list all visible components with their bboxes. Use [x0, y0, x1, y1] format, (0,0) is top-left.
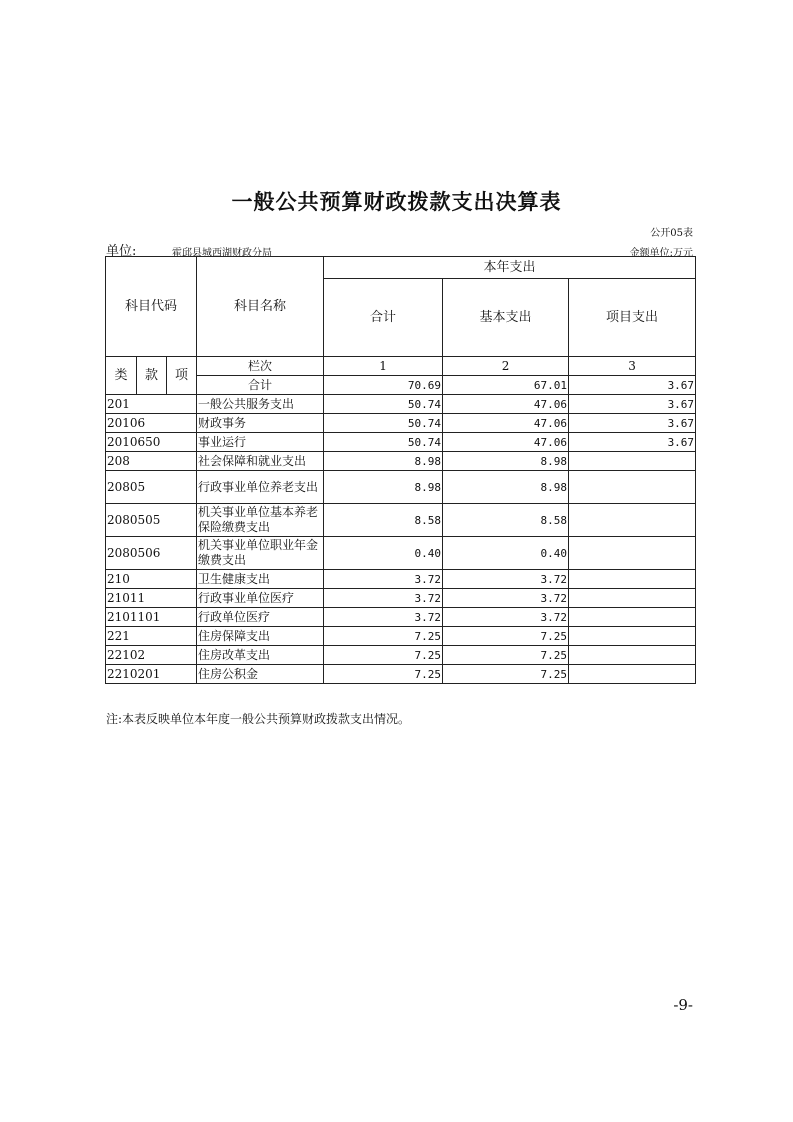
row-name: 财政事务 — [197, 414, 324, 433]
table-row — [106, 570, 696, 589]
row-code: 210 — [106, 570, 197, 589]
row-basic: 8.58 — [443, 504, 569, 537]
row-project — [569, 608, 696, 627]
row-name: 住房保障支出 — [197, 627, 324, 646]
table-row — [106, 395, 696, 414]
row-total: 50.74 — [324, 414, 443, 433]
row-name: 行政单位医疗 — [197, 608, 324, 627]
page-title: 一般公共预算财政拨款支出决算表 — [231, 190, 562, 214]
table-row — [106, 537, 696, 570]
header-lanci: 栏次 — [197, 357, 324, 376]
header-kuan: 款 — [137, 357, 167, 395]
row-project: 3.67 — [569, 433, 696, 452]
row-total: 0.40 — [324, 537, 443, 570]
row-basic: 47.06 — [443, 433, 569, 452]
header-lei: 类 — [106, 357, 137, 395]
table-row — [106, 608, 696, 627]
row-basic: 3.72 — [443, 570, 569, 589]
row-project — [569, 646, 696, 665]
row-project — [569, 504, 696, 537]
header-code: 科目代码 — [106, 257, 197, 357]
table-row — [106, 452, 696, 471]
row-name: 住房改革支出 — [197, 646, 324, 665]
row-code: 21011 — [106, 589, 197, 608]
row-project — [569, 537, 696, 570]
row-basic: 3.72 — [443, 589, 569, 608]
summary-project: 3.67 — [569, 376, 696, 395]
row-code: 2080505 — [106, 504, 197, 537]
table-row — [106, 504, 696, 537]
header-basic: 基本支出 — [443, 279, 569, 357]
row-basic: 7.25 — [443, 665, 569, 684]
header-xiang: 项 — [167, 357, 197, 395]
row-project: 3.67 — [569, 414, 696, 433]
row-code: 20805 — [106, 471, 197, 504]
header-name: 科目名称 — [197, 257, 324, 357]
unit-name: 霍邱县城西湖财政分局 — [172, 248, 272, 259]
row-name: 机关事业单位基本养老保险缴费支出 — [197, 504, 324, 537]
row-total: 3.72 — [324, 570, 443, 589]
row-name: 一般公共服务支出 — [197, 395, 324, 414]
row-total: 7.25 — [324, 665, 443, 684]
table-row — [106, 589, 696, 608]
row-code: 2080506 — [106, 537, 197, 570]
row-project — [569, 452, 696, 471]
table-row — [106, 646, 696, 665]
header-project: 项目支出 — [569, 279, 696, 357]
row-name: 社会保障和就业支出 — [197, 452, 324, 471]
row-code: 2210201 — [106, 665, 197, 684]
table-row — [106, 665, 696, 684]
row-total: 7.25 — [324, 646, 443, 665]
row-total: 50.74 — [324, 433, 443, 452]
row-total: 8.98 — [324, 452, 443, 471]
row-total: 3.72 — [324, 608, 443, 627]
amount-unit: 金额单位:万元 — [629, 248, 693, 259]
page-number: -9- — [673, 996, 693, 1014]
unit-label: 单位: — [106, 244, 137, 259]
row-basic: 3.72 — [443, 608, 569, 627]
row-code: 201 — [106, 395, 197, 414]
row-name: 行政事业单位养老支出 — [197, 471, 324, 504]
table-row — [106, 414, 696, 433]
row-code: 221 — [106, 627, 197, 646]
row-name: 住房公积金 — [197, 665, 324, 684]
summary-label: 合计 — [197, 376, 324, 395]
summary-basic: 67.01 — [443, 376, 569, 395]
form-number: 公开05表 — [650, 228, 693, 239]
row-basic: 8.98 — [443, 471, 569, 504]
row-project — [569, 665, 696, 684]
row-total: 8.58 — [324, 504, 443, 537]
row-name: 行政事业单位医疗 — [197, 589, 324, 608]
row-total: 3.72 — [324, 589, 443, 608]
expenditure-table — [105, 256, 696, 684]
row-project — [569, 627, 696, 646]
row-basic: 47.06 — [443, 414, 569, 433]
row-project — [569, 471, 696, 504]
column-index-2: 2 — [443, 357, 569, 376]
header-current-year: 本年支出 — [324, 257, 696, 279]
column-index-3: 3 — [569, 357, 696, 376]
table-row — [106, 433, 696, 452]
row-total: 50.74 — [324, 395, 443, 414]
row-name: 卫生健康支出 — [197, 570, 324, 589]
column-index-1: 1 — [324, 357, 443, 376]
row-name: 事业运行 — [197, 433, 324, 452]
row-code: 20106 — [106, 414, 197, 433]
row-code: 208 — [106, 452, 197, 471]
row-total: 8.98 — [324, 471, 443, 504]
row-code: 2010650 — [106, 433, 197, 452]
row-name: 机关事业单位职业年金缴费支出 — [197, 537, 324, 570]
row-basic: 47.06 — [443, 395, 569, 414]
row-basic: 0.40 — [443, 537, 569, 570]
table-note: 注:本表反映单位本年度一般公共预算财政拨款支出情况。 — [106, 712, 411, 726]
header-total: 合计 — [324, 279, 443, 357]
row-code: 22102 — [106, 646, 197, 665]
row-project: 3.67 — [569, 395, 696, 414]
row-basic: 8.98 — [443, 452, 569, 471]
row-basic: 7.25 — [443, 627, 569, 646]
row-code: 2101101 — [106, 608, 197, 627]
row-basic: 7.25 — [443, 646, 569, 665]
summary-total: 70.69 — [324, 376, 443, 395]
table-row — [106, 471, 696, 504]
row-project — [569, 589, 696, 608]
table-row — [106, 627, 696, 646]
row-project — [569, 570, 696, 589]
row-total: 7.25 — [324, 627, 443, 646]
